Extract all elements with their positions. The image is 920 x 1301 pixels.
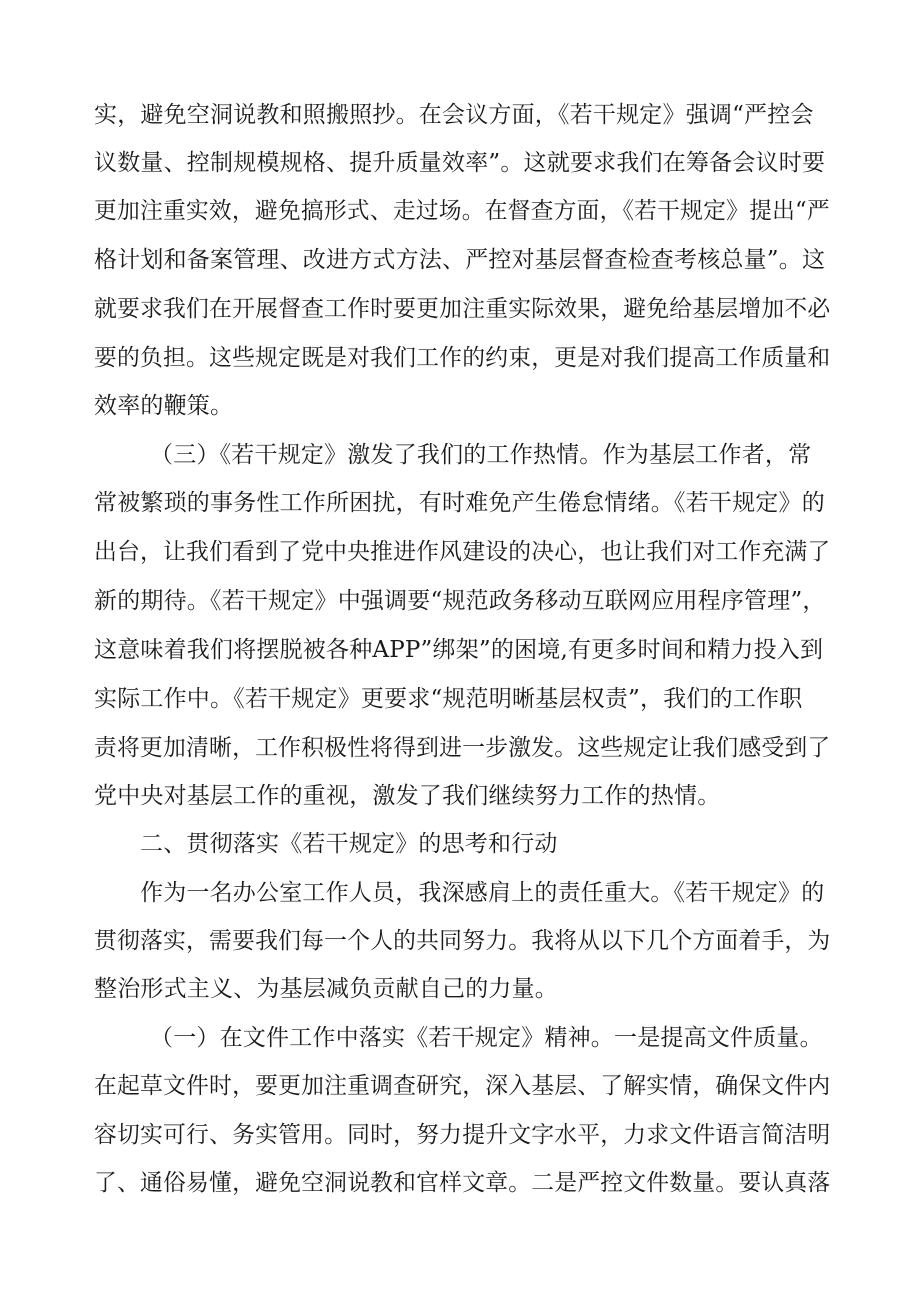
paragraph-start-line: （一）在文件工作中落实《若干规定》精神。一是提高文件质量。 (150, 1025, 823, 1051)
body-line: 贯彻落实，需要我们每一个人的共同努力。我将从以下几个方面着手，为 (94, 928, 831, 954)
body-line: 在起草文件时，要更加注重调查研究，深入基层、了解实情，确保文件内 (94, 1073, 831, 1099)
paragraph-start-line: （三）《若干规定》激发了我们的工作热情。作为基层工作者，常 (150, 442, 812, 468)
body-line: 效率的鞭策。 (94, 393, 234, 419)
body-line: 常被繁琐的事务性工作所困扰，有时难免产生倦怠情绪。《若干规定》的 (94, 490, 825, 516)
body-line: 更加注重实效，避免搞形式、走过场。在督查方面，《若干规定》提出“严 (94, 198, 830, 224)
body-line: 责将更加清晰，工作积极性将得到进一步激发。这些规定让我们感受到了 (94, 735, 831, 761)
body-line: 了、通俗易懂，避免空洞说教和官样文章。二是严控文件数量。要认真落 (94, 1170, 831, 1196)
body-line: 这意味着我们将摆脱被各种APP”绑架”的困境,有更多时间和精力投入到 (94, 637, 824, 663)
body-line: 实际工作中。《若干规定》更要求“规范明晰基层权责”，我们的工作职 (94, 686, 803, 712)
paragraph-start-line: 作为一名办公室工作人员，我深感肩上的责任重大。《若干规定》的 (140, 880, 825, 906)
body-line: 整治形式主义、为基层减负贡献自己的力量。 (94, 976, 558, 1002)
body-line: 党中央对基层工作的重视，激发了我们继续努力工作的热情。 (94, 783, 721, 809)
body-line: 要的负担。这些规定既是对我们工作的约束，更是对我们提高工作质量和 (94, 345, 831, 371)
body-line: 就要求我们在开展督查工作时要更加注重实际效果，避免给基层增加不必 (94, 296, 831, 322)
body-line: 格计划和备案管理、改进方式方法、严控对基层督查检查考核总量”。这 (94, 247, 826, 273)
body-line: 出台，让我们看到了党中央推进作风建设的决心，也让我们对工作充满了 (94, 539, 831, 565)
body-line: 容切实可行、务实管用。同时，努力提升文字水平，力求文件语言简洁明 (94, 1122, 831, 1148)
section-heading: 二、贯彻落实《若干规定》的思考和行动 (140, 831, 558, 857)
body-line: 实，避免空洞说教和照搬照抄。在会议方面，《若干规定》强调“严控会 (94, 102, 814, 128)
body-line: 议数量、控制规模规格、提升质量效率”。这就要求我们在筹备会议时要 (94, 150, 826, 176)
body-line: 新的期待。《若干规定》中强调要“规范政务移动互联网应用程序管理”， (94, 588, 826, 614)
